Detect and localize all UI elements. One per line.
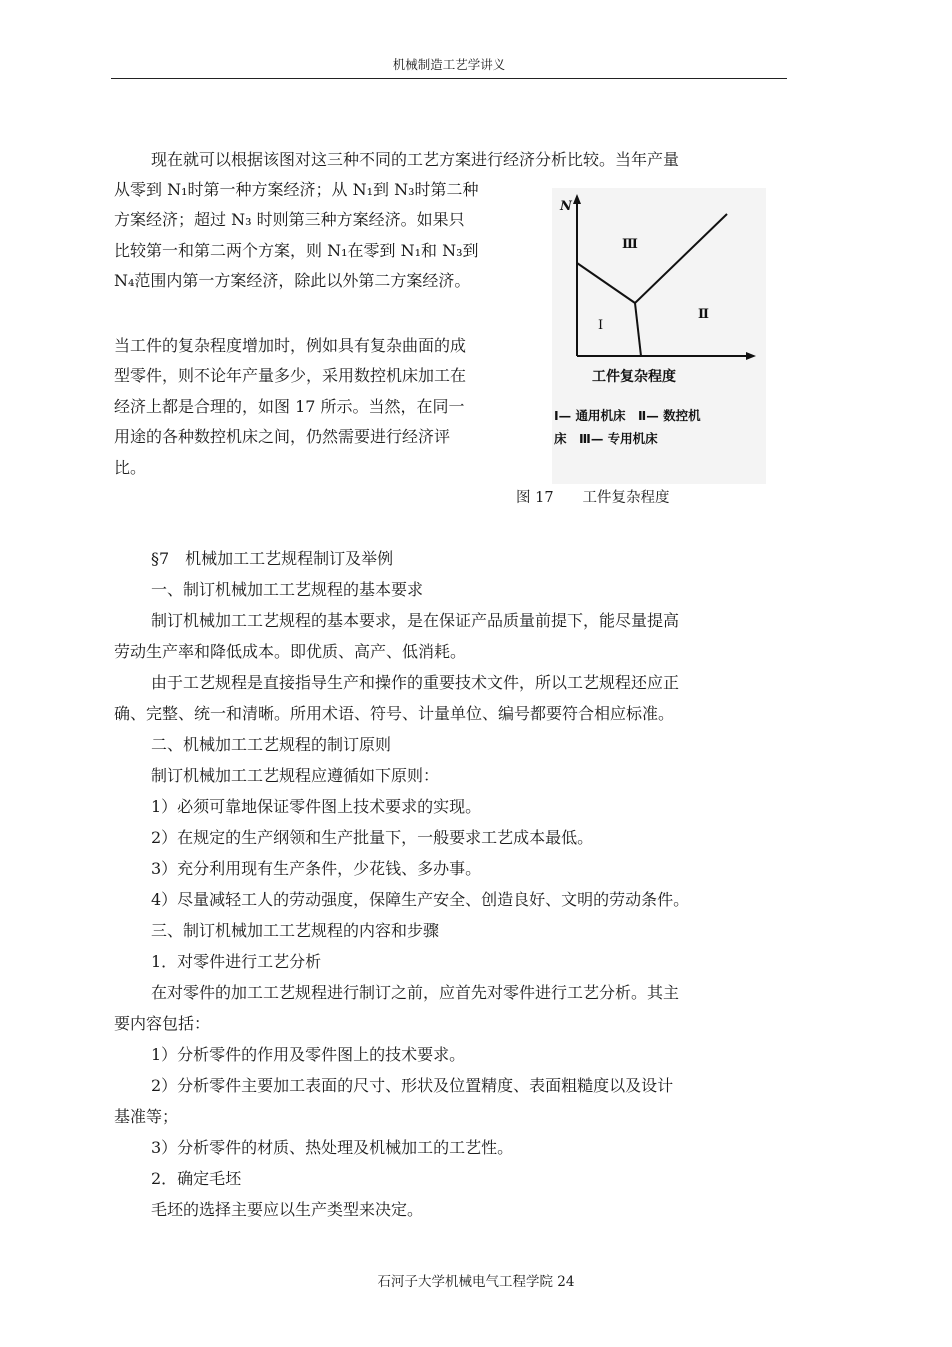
y-axis-arrow <box>573 194 581 204</box>
page-footer: 石河子大学机械电气工程学院 24 <box>377 1274 575 1290</box>
subsection-heading: 三、制订机械加工工艺规程的内容和步骤 <box>151 921 440 940</box>
figure-legend-line-2: 床 Ⅲ— 专用机床 <box>554 431 658 446</box>
boundary-line-left <box>577 263 635 303</box>
figure-17 <box>552 188 766 484</box>
step-heading: 1．对零件进行工艺分析 <box>151 952 322 971</box>
intro-para2-line-1: 当工件的复杂程度增加时，例如具有复杂曲面的成 <box>114 336 467 355</box>
boundary-line-bottom <box>635 303 641 356</box>
list-item: 1）分析零件的作用及零件图上的技术要求。 <box>151 1045 466 1064</box>
figure-caption: 图 17 工件复杂程度 <box>516 490 670 506</box>
figure-17-diagram <box>552 188 766 484</box>
intro-para1-line-3: 比较第一和第二两个方案，则 N₁在零到 N₁和 N₃到 <box>114 241 479 260</box>
list-item: 2）在规定的生产纲领和生产批量下，一般要求工艺成本最低。 <box>151 828 594 847</box>
body-line: 由于工艺规程是直接指导生产和操作的重要技术文件，所以工艺规程还应正 <box>151 673 680 692</box>
list-item: 4）尽量减轻工人的劳动强度，保障生产安全、创造良好、文明的劳动条件。 <box>151 890 690 909</box>
list-item-continuation: 基准等； <box>114 1107 179 1126</box>
body-line: 制订机械加工工艺规程的基本要求，是在保证产品质量前提下，能尽量提高 <box>151 611 680 630</box>
body-line: 劳动生产率和降低成本。即优质、高产、低消耗。 <box>114 642 467 661</box>
body-line: 制订机械加工工艺规程应遵循如下原则： <box>151 766 440 785</box>
intro-para2-line-5: 比。 <box>114 458 147 477</box>
figure-legend-line-1: Ⅰ— 通用机床 Ⅱ— 数控机 <box>554 408 701 423</box>
intro-para1-line-1: 从零到 N₁时第一种方案经济；从 N₁到 N₃时第二种 <box>114 180 479 199</box>
intro-para2-line-4: 用途的各种数控机床之间，仍然需要进行经济评 <box>114 427 451 446</box>
page-header: 机械制造工艺学讲义 <box>392 57 506 72</box>
body-line: 确、完整、统一和清晰。所用术语、符号、计量单位、编号都要符合相应标准。 <box>114 704 675 723</box>
list-item: 3）充分利用现有生产条件，少花钱、多办事。 <box>151 859 482 878</box>
intro-para2-line-2: 型零件，则不论年产量多少，采用数控机床加工在 <box>114 366 467 385</box>
subsection-heading: 二、机械加工工艺规程的制订原则 <box>151 735 392 754</box>
section-heading: §7 机械加工工艺规程制订及举例 <box>151 549 394 568</box>
list-item: 1）必须可靠地保证零件图上技术要求的实现。 <box>151 797 482 816</box>
boundary-line-right <box>635 214 727 303</box>
intro-para1-line-4: N₄范围内第一方案经济，除此以外第二方案经济。 <box>114 271 471 290</box>
x-axis-label: 工件复杂程度 <box>592 369 676 385</box>
y-axis-label: N <box>560 199 572 214</box>
list-item: 3）分析零件的材质、热处理及机械加工的工艺性。 <box>151 1138 514 1157</box>
x-axis-arrow <box>746 352 756 360</box>
intro-para1-line-2: 方案经济；超过 N₃ 时则第三种方案经济。如果只 <box>114 210 465 229</box>
intro-first-line: 现在就可以根据该图对这三种不同的工艺方案进行经济分析比较。当年产量 <box>151 150 680 169</box>
intro-para2-line-3: 经济上都是合理的，如图 17 所示。当然，在同一 <box>114 397 465 416</box>
region-label-right: Ⅱ <box>698 307 709 322</box>
region-label-left: Ⅰ <box>598 318 604 333</box>
region-label-top: Ⅲ <box>622 237 638 252</box>
step-heading: 2．确定毛坯 <box>151 1169 242 1188</box>
body-line: 在对零件的加工工艺规程进行制订之前，应首先对零件进行工艺分析。其主 <box>151 983 680 1002</box>
header-rule <box>111 78 787 79</box>
list-item: 2）分析零件主要加工表面的尺寸、形状及位置精度、表面粗糙度以及设计 <box>151 1076 674 1095</box>
subsection-heading: 一、制订机械加工工艺规程的基本要求 <box>151 580 424 599</box>
body-line: 要内容包括： <box>114 1014 211 1033</box>
body-line: 毛坯的选择主要应以生产类型来决定。 <box>151 1200 424 1219</box>
